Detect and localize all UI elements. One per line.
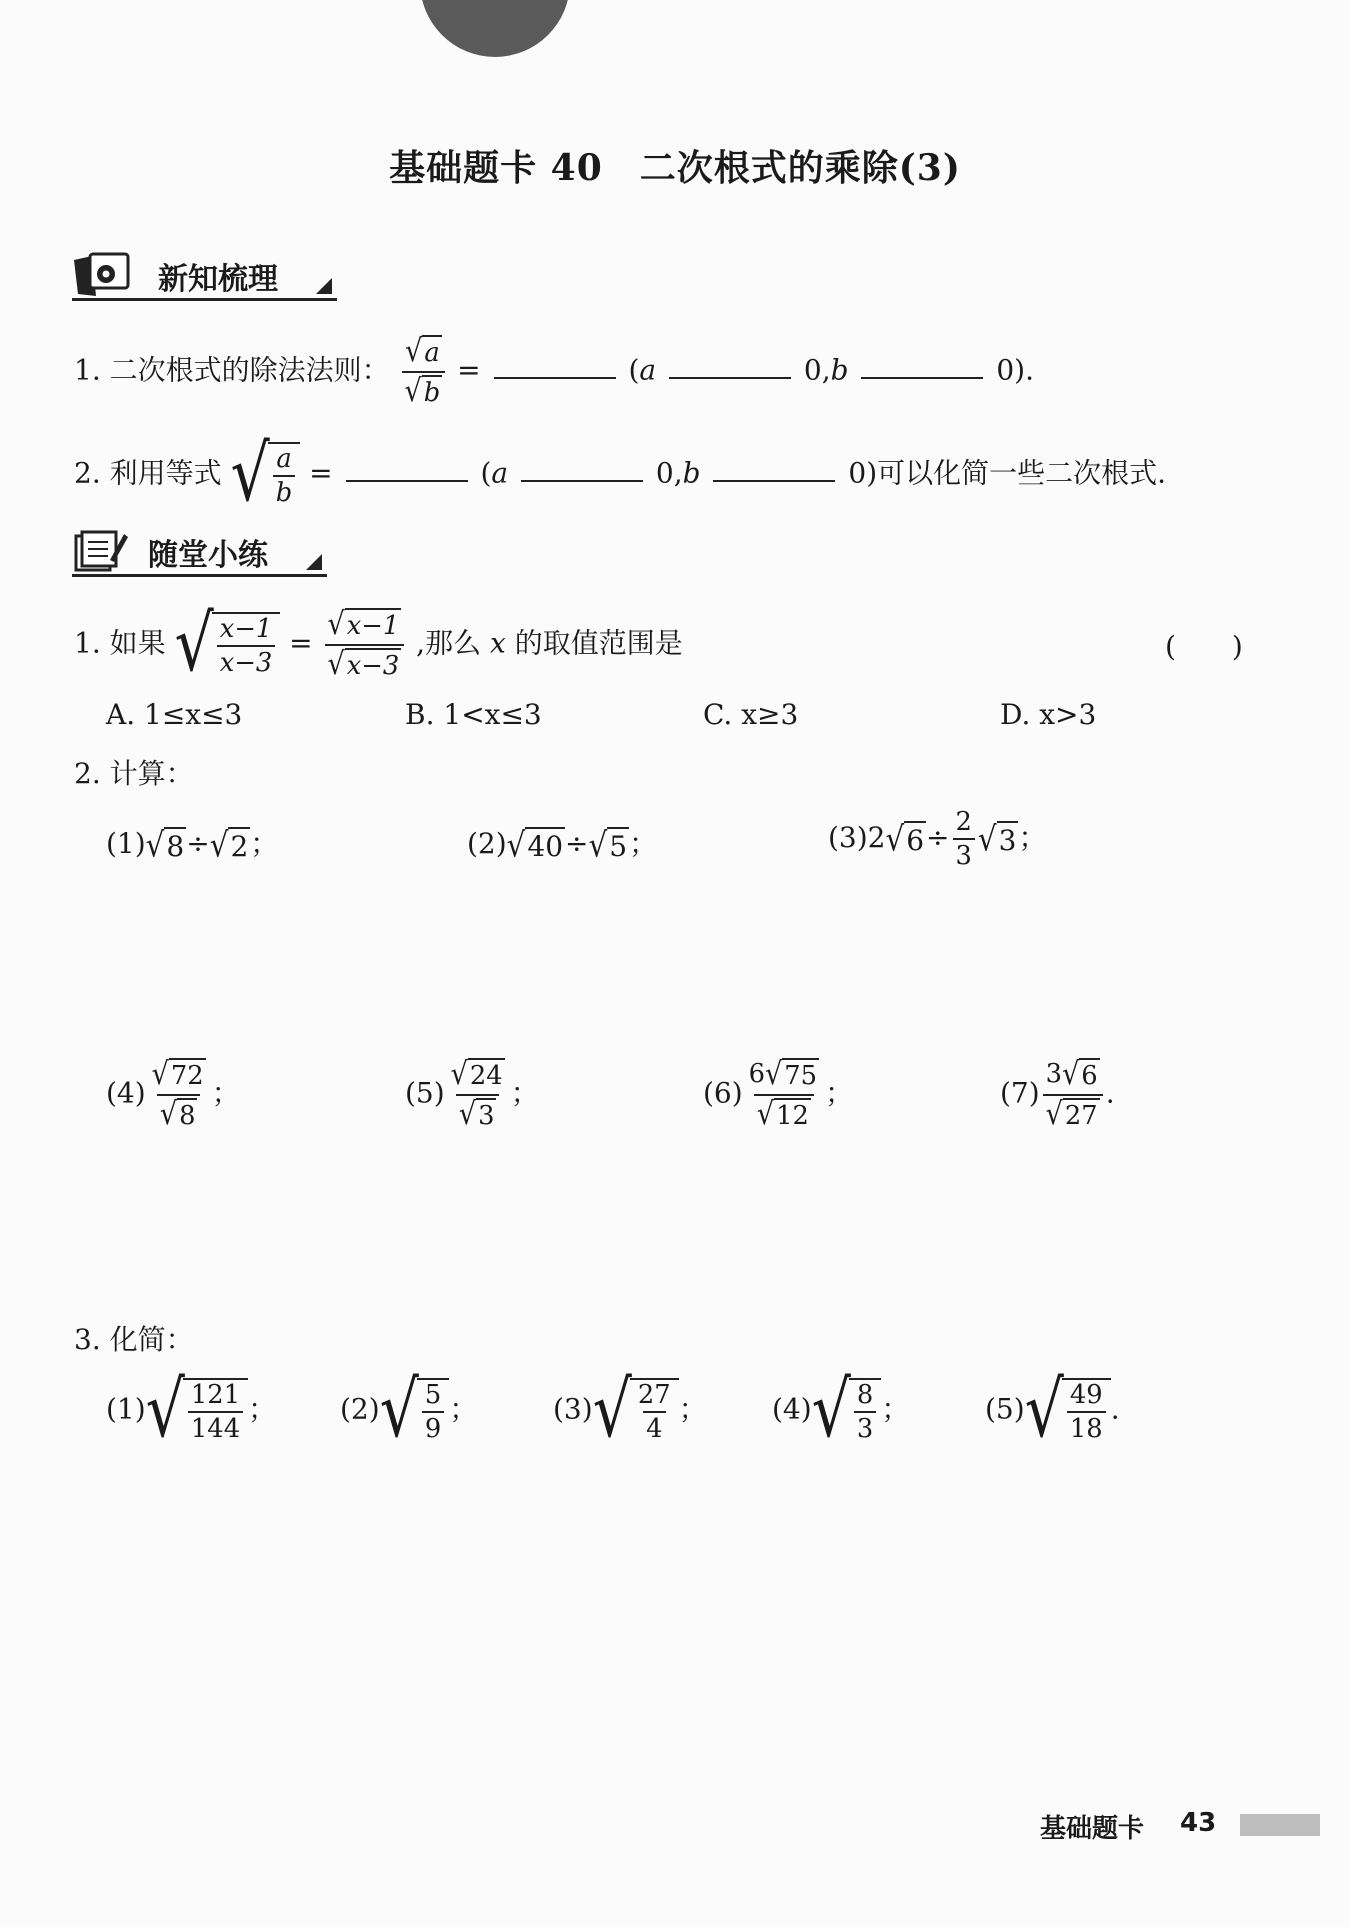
section-title: 新知梳理 <box>158 262 278 297</box>
item-text: 2. 利用等式 <box>74 456 222 490</box>
rule-item-1: 1. 二次根式的除法法则： √ a √ b = (a 0,b 0). <box>74 334 1034 410</box>
fraction: √ x−1 √ x−3 <box>325 608 405 682</box>
calc-2: (2) √ 40 ÷ √ 5 ； <box>467 825 658 865</box>
simplify-5: (5) √ $\frac{49}{18}$ . <box>985 1364 1120 1455</box>
calc-4: (4) √ 72 √ 8 ； <box>106 1057 240 1133</box>
answer-blank[interactable] <box>346 458 468 482</box>
lens-book-icon <box>72 252 132 298</box>
simplify-3: (3) √ $\frac{27}{4}$ ； <box>553 1364 707 1455</box>
footer-label: 基础题卡 <box>1040 1814 1145 1844</box>
question-2-label: 2. 计算： <box>74 757 194 790</box>
option-d[interactable]: D. x>3 <box>1000 698 1097 731</box>
section-title: 随堂小练 <box>148 538 268 573</box>
calc-7: (7) 3 √ 6 √ 27 . <box>1000 1057 1115 1133</box>
section-practice <box>72 528 268 578</box>
section-marker <box>306 554 322 570</box>
top-decoration <box>420 0 570 57</box>
section-new-knowledge <box>72 252 278 302</box>
option-c[interactable]: C. x≥3 <box>703 698 799 731</box>
answer-blank[interactable] <box>861 355 983 379</box>
root-fraction: √ $\frac{a}{b}$ <box>231 442 301 508</box>
calc-6: (6) 6 √ 75 √ 12 ； <box>703 1057 854 1133</box>
answer-blank[interactable] <box>669 355 791 379</box>
answer-blank[interactable] <box>494 355 616 379</box>
simplify-1: (1) √ $\frac{121}{144}$ ； <box>106 1364 277 1455</box>
rule-item-2: 2. 利用等式 √ $\frac{a}{b}$ = (a 0,b 0)可以化简一些二次根式. <box>74 428 1167 519</box>
option-b[interactable]: B. 1<x≤3 <box>405 698 542 731</box>
section-underline <box>72 574 327 577</box>
simplify-2: (2) √ $\frac{5}{9}$ ； <box>340 1364 478 1455</box>
question-1: 1. 如果 √ $\frac{x-1}{x-3}$ = √ x−1 √ x−3 ,那么 x 的取值范围是 <box>74 598 683 689</box>
question-3-label: 3. 化简： <box>74 1323 194 1356</box>
footer-bar <box>1240 1814 1320 1836</box>
section-underline <box>72 298 337 301</box>
answer-blank[interactable] <box>713 458 835 482</box>
answer-blank[interactable] <box>521 458 643 482</box>
notebook-pencil-icon <box>72 528 128 574</box>
page-number: 43 <box>1180 1808 1217 1838</box>
option-a[interactable]: A. 1≤x≤3 <box>106 698 243 731</box>
page-title: 基础题卡 40 二次根式的乘除(3) <box>389 147 961 189</box>
simplify-4: (4) √ $\frac{8}{3}$ ； <box>772 1364 910 1455</box>
calc-5: (5) √ 24 √ 3 ； <box>405 1057 539 1133</box>
fraction: √ a √ b <box>402 335 446 409</box>
section-marker <box>316 278 332 294</box>
calc-1: (1) √ 8 ÷ √ 2 ； <box>106 825 279 865</box>
answer-bracket[interactable]: ( ) <box>1165 630 1243 663</box>
item-text: 1. 二次根式的除法法则： <box>74 353 390 387</box>
calc-3: (3)2 √ 6 ÷ $\frac{2}{3}$ √ 3 ； <box>828 807 1047 872</box>
root-fraction: √ $\frac{x-1}{x-3}$ <box>175 612 281 678</box>
